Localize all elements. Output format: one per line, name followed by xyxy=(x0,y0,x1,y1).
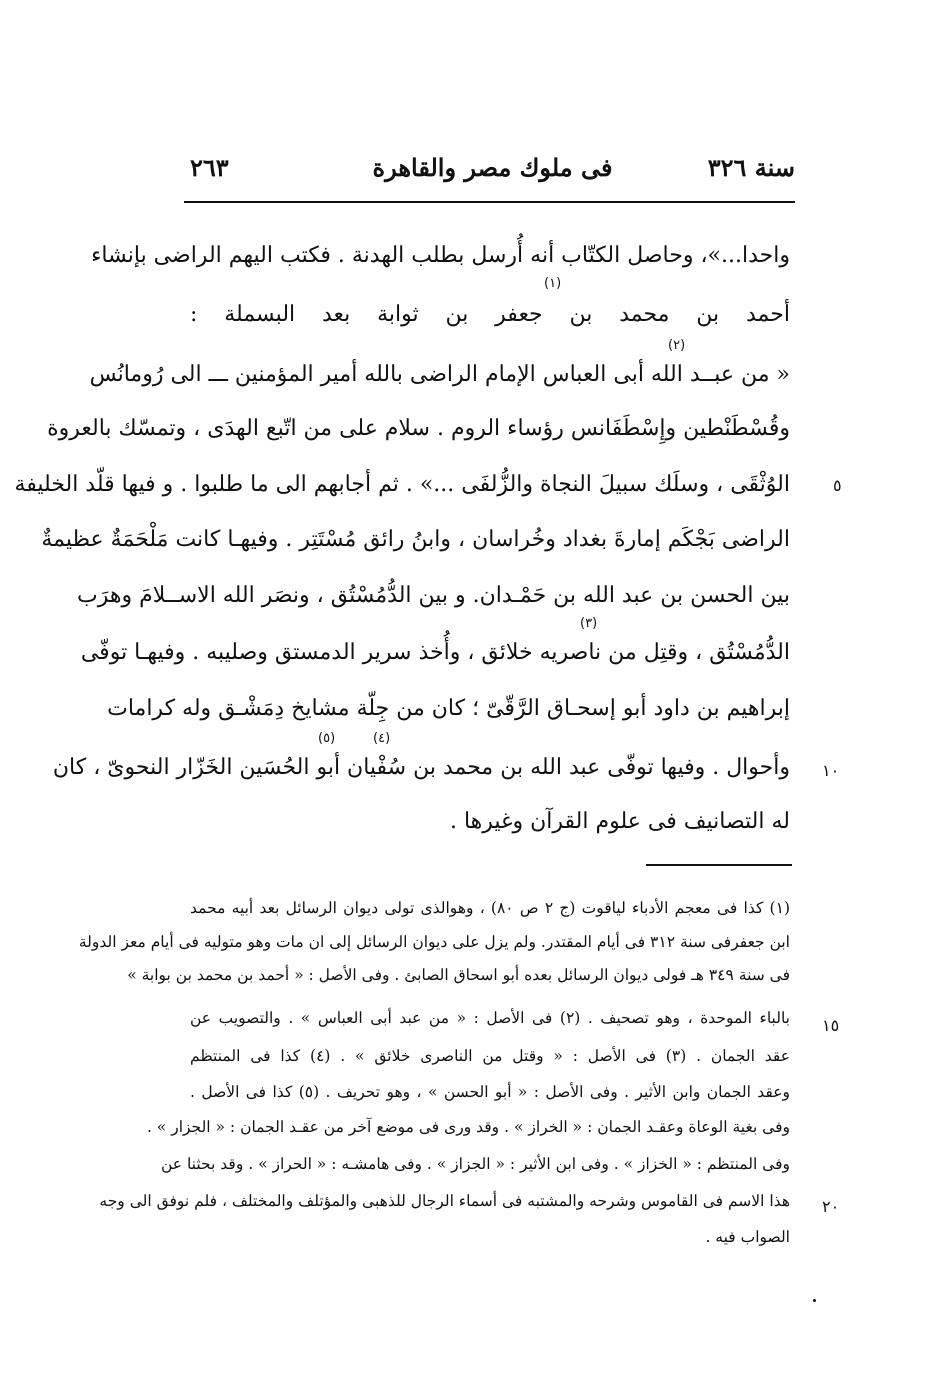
body-line: الدُّمُسْتُق ، وقتِل من ناصريه خلائق ، وأُخذ سرير الدمستق وصليبه . وفيهـا توفّى xyxy=(80,640,790,665)
footnote-line: وفى بغية الوعاة وعقـد الجمان : « الخراز » . وقد ورى فى موضع آخر من عقـد الجمان : « الجزار » . xyxy=(146,1118,790,1136)
body-line: الراضى بَجْكَم إمارةَ بغداد وخُراسان ، وابنُ رائق مُسْتَتِر . وفيهـا كانت مَلْحَمَةٌ عظيمةٌ xyxy=(41,527,790,552)
body-line: الوُثْقَى ، وسلَك سبيلَ النجاة والزُّلفَى ...» . ثم أجابهم الى ما طلبوا . و فيها قلّد الخليفة xyxy=(14,472,790,497)
footnote-line: ابن جعفرفى سنة ٣١٢ فى أيام المقتدر. ولم يزل على ديوان الرسائل إلى ان مات وهو متوليه فى أيام معز الدولة xyxy=(78,933,790,951)
body-line: وأحوال . وفيها توفّى عبد الله بن محمد بن سُفْيان أبو الحُسَين الخَزّار النحوىّ ، كان xyxy=(52,755,790,780)
footnote-mark: (١) xyxy=(544,276,562,291)
line-number: ٥ xyxy=(833,476,842,495)
body-line: أحمد بن محمد بن جعفر بن ثوابة بعد البسملة : xyxy=(190,302,790,327)
running-header xyxy=(190,153,795,193)
page-number: ٢٦٣ xyxy=(190,153,229,182)
body-line: إبراهيم بن داود أبو إسحـاق الرَّقّىّ ؛ كان من جِلّة مشايخ دِمَشْـق وله كرامات xyxy=(107,696,790,721)
footnote-line: بالباء الموحدة ، وهو تصحيف . (٢) فى الأصل : « من عبد أبى العباس » . والتصويب عن xyxy=(190,1009,790,1027)
footnote-line: فى سنة ٣٤٩ هـ فولى ديوان الرسائل بعده أبو اسحاق الصابئ . وفى الأصل : « أحمد بن محمد بن بوابة » xyxy=(127,966,790,984)
footnote-mark: (٣) xyxy=(580,616,598,631)
header-year: سنة ٣٢٦ xyxy=(707,153,795,182)
header-title: فى ملوك مصر والقاهرة xyxy=(372,153,613,182)
footnote-line: الصواب فيه . xyxy=(705,1228,790,1246)
body-line: له التصانيف فى علوم القرآن وغيرها . xyxy=(449,809,790,834)
body-line: بين الحسن بن عبد الله بن حَمْـدان. و بين الدُّمُسْتُق ، ونصَر الله الاســلامَ وهرَب xyxy=(77,583,790,608)
footnote-line: هذا الاسم فى القاموس وشرحه والمشتبه فى أسماء الرجال للذهبى والمؤتلف والمختلف ، فلم نوفق الى وجه xyxy=(99,1192,790,1210)
footnote-line: عقد الجمان . (٣) فى الأصل : « وقتل من الناصرى خلائق » . (٤) كذا فى المنتظم xyxy=(190,1047,790,1065)
line-number: ١٠ xyxy=(822,761,840,780)
body-line: وقُسْطَنْطين وإِسْطَفَانس رؤساء الروم . سلام على من اتّبع الهدَى ، وتمسّك بالعروة xyxy=(47,416,790,441)
line-number: ٢٠ xyxy=(822,1197,840,1216)
footnote-line: (١) كذا فى معجم الأدباء لياقوت (ج ٢ ص ٨٠) ، وهوالذى تولى ديوان الرسائل بعد أبيه محمد xyxy=(190,899,790,917)
line-number: ١٥ xyxy=(822,1016,840,1035)
header-rule xyxy=(184,201,795,203)
footnote-rule xyxy=(646,864,792,866)
body-line: واحدا...‌»، وحاصل الكتّاب أنه أُرسل بطلب الهدنة . فكتب اليهم الراضى بإنشاء xyxy=(91,243,790,268)
footnote-mark: (٢) xyxy=(668,338,686,353)
footnote-line: وفى المنتظم : « الخزاز » . وفى ابن الأثير : « الجزاز » . وفى هامشـه : « الحراز » . وقد بحثنا عن xyxy=(160,1155,790,1173)
footnote-line: وعقد الجمان وابن الأثير . وفى الأصل : « أبو الحسن » ، وهو تحريف . (٥) كذا فى الأصل . xyxy=(190,1083,790,1101)
page-speck xyxy=(813,1299,816,1302)
footnote-mark: (٤) xyxy=(373,731,391,746)
footnote-mark: (٥) xyxy=(318,731,336,746)
body-line: « من عبــد الله أبى العباس الإمام الراضى بالله أمير المؤمنين ـــ الى رُومانُس xyxy=(89,362,790,387)
